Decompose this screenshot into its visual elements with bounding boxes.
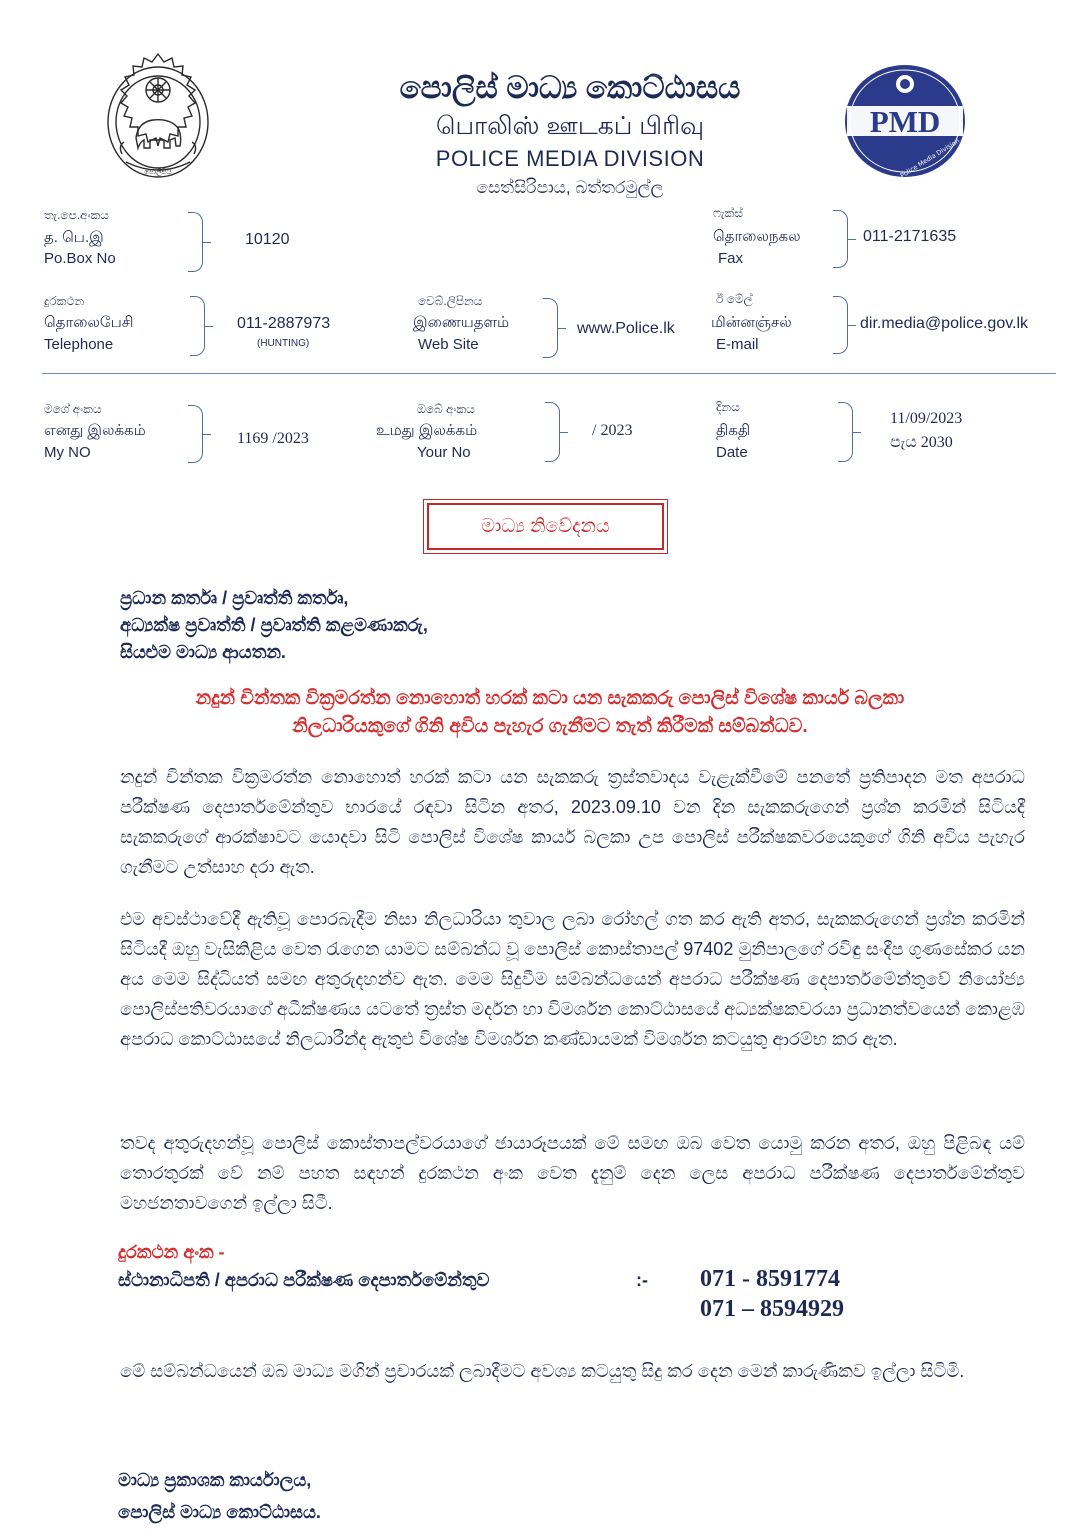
website-label-en: Web Site [418, 336, 479, 353]
brace [190, 296, 205, 356]
fax-label-en: Fax [718, 250, 744, 267]
telephone-value: 011-2887973 [237, 315, 331, 332]
telephone-note: (HUNTING) [257, 338, 310, 349]
signature-line: මාධ්‍ය ප්‍රකාශක කාර්යාලය, [118, 1470, 312, 1490]
brace [833, 210, 848, 268]
date-label-ta: திகதி [716, 422, 751, 439]
addressee-line: ප්‍රධාන කර්තෘ / ප්‍රවෘත්ති කර්තෘ, [120, 588, 349, 608]
my-no-label-si: මගේ අංකය [44, 402, 102, 416]
subject-line: නිලධාරියකුගේ ගිනි අවිය පැහැර ගැනීමට තැත් කිරීමක් සම්බන්ධව. [292, 716, 808, 737]
telephone-label-ta: தொலைபேசி [44, 314, 134, 331]
title-sinhala: පොලිස් මාධ්‍ය කොට්ඨාසය [399, 70, 741, 105]
email-link[interactable]: dir.media@police.gov.lk [860, 315, 1029, 332]
pmd-logo [843, 62, 967, 180]
brace [545, 402, 560, 462]
date-value: 11/09/2023 [890, 410, 963, 427]
address: සෙත්සිරිපාය, බත්තරමුල්ල [476, 178, 664, 197]
addressee-line: අධ්‍යක්ෂ ප්‍රවෘත්ති / ප්‍රවෘත්ති කළමණාකරු, [120, 615, 428, 635]
body-paragraph: නදුන් චින්තක වික්‍රමරත්න නොහොත් හරක් කටා යන සැකකරු ත්‍රස්තවාදය වැළැක්වීමේ පනතේ ප්‍රතිපාදන මත අපරාධ පරීක්ෂණ දෙපාර්තමේන්තුව භාරයේ රඳවා සිටින අතර, 2023.09.10 වන දින සැකකරුගෙන් ප්‍රශ්න කරමින් සිටියදී සැකකරුගේ ආරක්ෂාවට යොදවා සිටි පොලිස් විශේෂ කාර්ය බලකා උප පොලිස් පරීක්ෂකවරයෙකුගේ ගිනි අවිය පැහැර ගැනීමට උත්සාහ දරා ඇත. [120, 767, 1025, 877]
phone-label: දුරකථන අංක - [118, 1242, 225, 1262]
body-paragraph: තවද අතුරුදහන්වූ පොලිස් කොස්තාපල්වරයාගේ ඡායාරූපයක් මේ සමඟ ඔබ වෙත යොමු කරන අතර, ඔහු පිළිබඳ යම් තොරතුරක් වේ නම් පහත සඳහන් දුරකථන අංක වෙත දැනුම් දෙන ලෙස අපරාධ පරීක්ෂණ දෙපාර්තමේන්තුව මහජනතාවගෙන් ඉල්ලා සිටී. [120, 1133, 1025, 1213]
body-paragraph: එම අවස්ථාවේදී ඇතිවූ පොරබැදීම නිසා නිලධාරියා තුවාල ලබා රෝහල් ගත කර ඇති අතර, සැකකරුගෙන් ප්‍රශ්න කරමින් සිටියදී ඔහු වැසිකිළිය වෙත රැගෙන යාමට සම්බන්ධ වූ පොලිස් කොස්තාපල් 97402 මුනිපාලගේ රවිඳු සංදීප ගුණසේකර යන අය මෙම සිද්ධියත් සමඟ අතුරුදහන්ව ඇත. මෙම සිදුවීම සම්බන්ධයෙන් අපරාධ පරීක්ෂණ දෙපාර්තමේන්තුවේ නියෝජ්‍ය පොලිස්පතිවරයාගේ අධීක්ෂණය යටතේ ත්‍රස්ත මර්දන හා විමර්ශන කොට්ඨාසයේ අධ්‍යක්ෂකවරයා ප්‍රධානත්වයෙන් කොළඹ අපරාධ කොට්ඨාසයේ නිලධාරීන්ද ඇතුළු විශේෂ විමර්ශන කණ්ඩායමක් විමර්ශන කටයුතු ආරම්භ කර ඇත. [120, 909, 1025, 1049]
phone-department: ස්ථානාධිපති / අපරාධ පරීක්ෂණ දෙපාර්තමේන්තුව [118, 1270, 490, 1290]
brace [188, 212, 203, 272]
title-tamil: பொலிஸ் ஊடகப் பிரிவு [435, 112, 705, 140]
your-no-value: / 2023 [592, 422, 633, 439]
header-divider [42, 373, 1056, 374]
phone-separator: :- [636, 1270, 648, 1290]
my-no-label-ta: எனது இலக்கம் [44, 422, 146, 439]
brace [543, 298, 558, 358]
brace [838, 402, 853, 462]
your-no-label-en: Your No [417, 444, 471, 461]
my-no-label-en: My NO [44, 444, 91, 461]
brace [833, 296, 848, 354]
addressee-line: සියළුම මාධ්‍ය ආයතන. [120, 642, 286, 662]
your-no-label-ta: உமது இலக்கம் [376, 422, 478, 439]
pobox-label-si: තැ.පෙ.අංකය [44, 208, 109, 222]
date-label-si: දිනය [716, 400, 740, 414]
phone-number: 071 - 8591774 [700, 1266, 840, 1292]
signature-line: පොලිස් මාධ්‍ය කොට්ඨාසය. [118, 1502, 321, 1522]
fax-label-si: ෆැක්ස් [713, 206, 743, 220]
closing-paragraph: මේ සම්බන්ධයෙන් ඔබ මාධ්‍ය මගින් ප්‍රචාරයක් ලබාදීමට අවශ්‍ය කටයුතු සිදු කර දෙන මෙන් කාරුණිකව ඉල්ලා සිටිමි. [120, 1361, 965, 1381]
title-english: POLICE MEDIA DIVISION [435, 146, 705, 171]
time-value: පැය 2030 [890, 434, 953, 451]
email-label-si: ඊ මේල් [716, 292, 753, 306]
website-label-si: වෙබ්.ලිපිනය [418, 294, 483, 308]
your-no-label-si: ඔබේ අංකය [417, 402, 475, 416]
fax-value: 011-2171635 [863, 228, 957, 245]
email-label-ta: மின்னஞ்சல் [711, 314, 792, 331]
svg-text:පොලීසිය: පොලීසිය [144, 168, 172, 176]
website-link[interactable]: www.Police.lk [577, 320, 675, 337]
police-crest-logo [98, 50, 218, 190]
pobox-label-en: Po.Box No [44, 250, 116, 267]
my-no-value: 1169 /2023 [237, 430, 309, 447]
pobox-label-ta: த. பெ.இ [44, 229, 104, 246]
telephone-label-si: දුරකථන [44, 294, 85, 308]
website-label-ta: இணையதளம் [413, 314, 510, 331]
fax-label-ta: தொலைநகல [713, 228, 801, 245]
email-label-en: E-mail [716, 336, 759, 353]
notice-title-box: මාධ්‍ය නිවේදනය [427, 503, 664, 550]
subject-line: නදුන් චින්තක වික්‍රමරත්න නොහොත් හරක් කටා යන සැකකරු පොලිස් විශේෂ කාර්ය බලකා [195, 688, 905, 709]
date-label-en: Date [716, 444, 748, 461]
pmd-ring-text: Police Media Division [898, 136, 962, 180]
brace [188, 405, 203, 463]
telephone-label-en: Telephone [44, 336, 114, 353]
pobox-value: 10120 [245, 231, 290, 248]
pmd-logo-text: PMD [869, 104, 941, 139]
phone-number: 071 – 8594929 [700, 1296, 844, 1322]
